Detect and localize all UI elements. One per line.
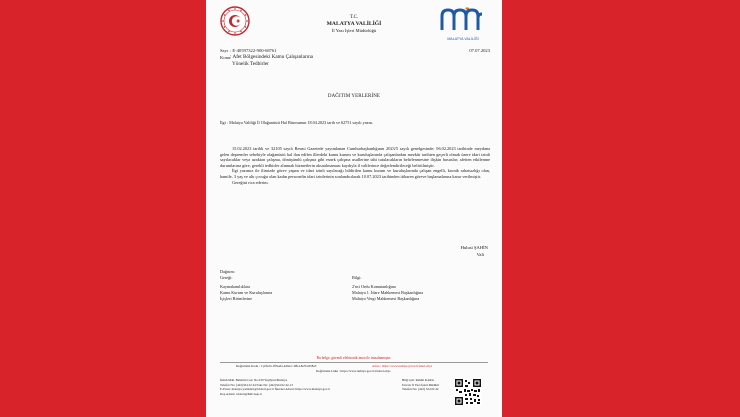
konu-label: Konu (220, 55, 231, 60)
address-line-1: İnönü Mah. Bahattin Cad. No:230 Yeşilyurt/Malatya (220, 378, 288, 382)
bilgi-item: Malatya 1. İdare Mahkemesi Başkanlığına (352, 290, 424, 295)
document-page (206, 0, 502, 417)
signer-title: Vali (476, 252, 484, 257)
malatya-logo-icon (438, 6, 488, 32)
distribution-heading: Dağıtım: (220, 269, 235, 274)
reference-line: İlgi : Malatya Valiliği İl Olağanüstü Hal Bürosunun 18.04.2023 tarih ve 62751 sayılı yazısı. (220, 120, 374, 125)
body-paragraph-2: İlgi yazımız ile ilimizde görev yapan ve idari izinli sayılacağı bildirilen kamu kurum ve kuruluşlarında çalışan engelli, kronik rahatsızlığı olan, hamile, 3 yaş ve altı çocuğu olan kadın personelin idari izinlerinin sonlandırılarak 10.07.2023 tarihinden itibaren göreve başlamalarına karar verilmiştir. (220, 168, 490, 179)
header-governorship: MALATYA VALİLİĞİ (326, 21, 382, 27)
malatya-logo (438, 6, 488, 40)
verification-code: Doğrulama Kodu : 2 jbfwbv-8f3aefa-4d0ecc-9fb4-8e7b2d58a3 (236, 364, 317, 368)
document-date: 07.07.2023 (469, 48, 490, 53)
footer-divider (220, 362, 488, 363)
bilgi-item: 2'nci Ordu Komutanlığına (352, 284, 396, 289)
gereği-item: Kamu Kurum ve Kuruluşlarına (220, 290, 273, 295)
verification-link[interactable]: Doğrulama Linki : https://www.turkiye.gov.tr/icisleri-ebys (316, 369, 391, 373)
info-title: Unvan: İl Yazı İşleri Müdürü (402, 382, 439, 387)
body-text (220, 146, 490, 185)
signer-name: Hulusi ŞAHİN (460, 245, 488, 250)
body-paragraph-3: Gereğini rica ederim. (232, 179, 269, 185)
verification-address[interactable]: Adres : https://www.turkiye.gov.tr/icisleri-ebys (372, 364, 433, 368)
sayi-label: Sayı (220, 48, 229, 53)
info-contact: Bilgi için: Rahmi KARA (402, 378, 434, 382)
bilgi-label: Bilgi: (352, 275, 362, 280)
konu-line1: : Afet Bölgesindeki Kamu Çalışanlarına (230, 54, 313, 60)
bilgi-item: Malatya Vergi Mahkemesi Başkanlığına (352, 296, 420, 301)
konu-line2: Yönelik Tedbirler (232, 61, 269, 67)
e-signature-notice: Bu belge, güvenli elektronik imza ile imzalanmıştır. (316, 356, 392, 360)
gereği-item: İçişleri Birimlerine (220, 296, 252, 301)
address-line-2: Telefon No: (422)324 22 44 Faks No: (422)324 02 42-13 (220, 382, 293, 387)
info-phone: Telefon No: (422) 324 02 42 (402, 387, 439, 391)
address-line-4: Kep Adresi: icisleri@hs01.kep.tr (220, 391, 262, 396)
header-tc: T.C. (349, 15, 359, 20)
sayi-value: : E-40597322-900-68761 (230, 48, 277, 53)
logo-caption: MALATYA VALİLİĞİ (447, 37, 479, 41)
address-line-3: E-Posta: malatya.yaziisleri@icisleri.gov.tr İnternet Adresi: https://www.malatya.gov.tr (220, 387, 330, 391)
qr-code-icon (454, 378, 482, 406)
gereği-item: Kaymakamlıklara (220, 284, 250, 289)
header-department: İl Yazı İşleri Müdürlüğü (331, 28, 377, 33)
addressee-title: DAĞITIM YERLERİNE (327, 94, 381, 99)
gereği-label: Gereği: (220, 275, 233, 280)
body-paragraph-1: 15.02.2023 tarihli ve 32105 sayılı Resmi Gazetede yayımlanan Cumhurbaşkanlığının 2023/5 sayılı genelgesinde; 06.02.2023 tarihinde meydana gelen depremler sebebiyle olağanüstü hal ilan edilen illerdeki kamu kurum ve kuruluşlarında çalışanlardan mezkûr tarihten geçerli olmak üzere idari izinli sayılacaklar veya uzaktan çalışma, dönüşümlü çalışma gibi esnek çalışma usullerine tabi tutulacakların belirlenmesine ilişkin hususlar; afetten etkilenme durumlarına göre, gerekli tedbirler alınmak hizmetlerin aksatılmaması kaydıyla il valilerince değerlendirileceği belirtilmiştir. (220, 146, 490, 168)
